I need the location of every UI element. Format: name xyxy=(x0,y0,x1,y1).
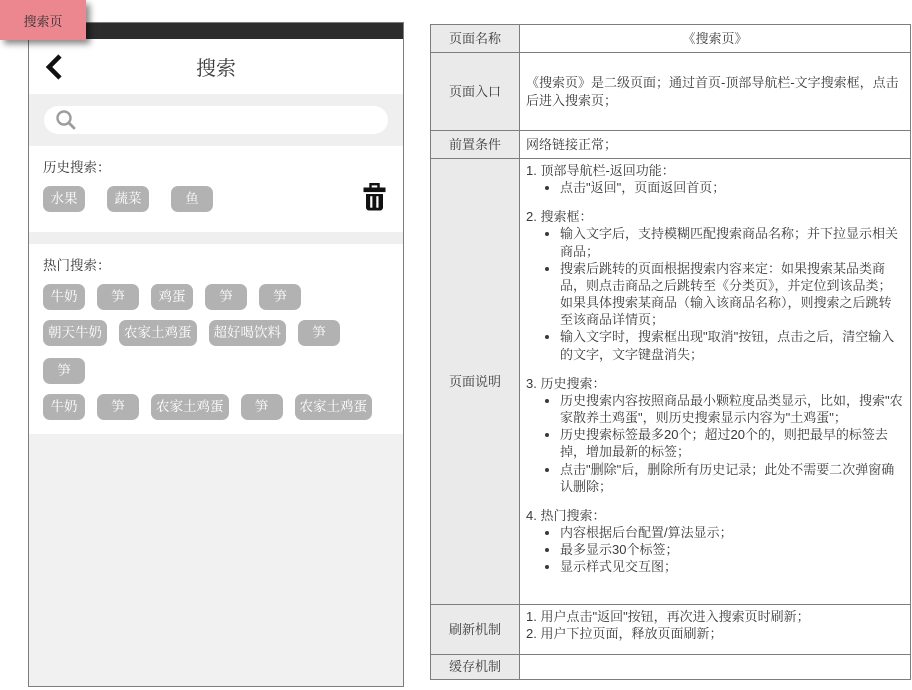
search-tag[interactable]: 笋 xyxy=(259,284,301,310)
page-tab-label: 搜索页 xyxy=(23,13,63,29)
spec-bullet: • 历史搜索内容按照商品最小颗粒度品类显示，比如，搜索"农家散养土鸡蛋"，则历史搜索显示内容为"土鸡蛋"； xyxy=(560,392,904,426)
search-tag[interactable]: 笋 xyxy=(97,284,139,310)
spec-bullet: • 点击"删除"后，删除所有历史记录；此处不需要二次弹窗确认删除； xyxy=(560,461,904,495)
spec-row-label: 页面入口 xyxy=(431,53,520,131)
page-title: 搜索 xyxy=(196,58,236,80)
spec-section xyxy=(526,162,904,196)
search-tag[interactable]: 朝天牛奶 xyxy=(43,320,107,346)
spec-row-content xyxy=(520,655,911,680)
trash-icon xyxy=(362,183,387,212)
spec-bullet: • 搜索后跳转的页面根据搜索内容来定：如果搜索某品类商品，则点击商品之后跳转至《分类页》，并定位到该品类；如果具体搜索某商品（输入该商品名称），则搜索之后跳转至该商品详情页； xyxy=(560,260,904,329)
search-tag[interactable]: 笋 xyxy=(43,358,85,384)
spec-row-content xyxy=(520,159,911,605)
search-input[interactable] xyxy=(44,106,388,134)
spec-bullet-list xyxy=(526,392,904,495)
search-tag[interactable]: 超好喝饮料 xyxy=(209,320,287,346)
spec-row-content: 《搜索页》 xyxy=(520,25,911,53)
search-tag[interactable]: 鱼 xyxy=(171,186,213,212)
spec-section xyxy=(526,375,904,495)
spec-row xyxy=(431,131,911,159)
search-tag[interactable]: 笋 xyxy=(241,394,283,420)
search-tag[interactable]: 笋 xyxy=(298,320,340,346)
spec-row xyxy=(431,655,911,680)
spec-row xyxy=(431,53,911,131)
empty-area xyxy=(29,434,403,686)
hot-tag-rows xyxy=(43,284,389,420)
history-search-section xyxy=(29,146,403,232)
search-tag[interactable]: 农家土鸡蛋 xyxy=(119,320,197,346)
spec-row-content: 《搜索页》是二级页面；通过首页-顶部导航栏-文字搜索框，点击后进入搜索页； xyxy=(520,53,911,131)
spec-bullet: • 内容根据后台配置/算法显示； xyxy=(560,524,904,541)
search-tag[interactable]: 农家土鸡蛋 xyxy=(151,394,229,420)
spec-bullet: • 最多显示30个标签； xyxy=(560,541,904,558)
search-tag[interactable]: 牛奶 xyxy=(43,284,85,310)
hot-search-label: 热门搜索： xyxy=(43,258,111,273)
spec-section xyxy=(526,507,904,576)
spec-line: 1. 用户点击"返回"按钮，再次进入搜索页时刷新； xyxy=(526,609,810,624)
spec-row xyxy=(431,25,911,53)
hot-tag-row xyxy=(43,394,389,420)
spec-row-label: 刷新机制 xyxy=(431,605,520,655)
chevron-left-icon xyxy=(45,54,63,80)
search-bar-section xyxy=(29,94,403,146)
delete-history-button[interactable] xyxy=(362,183,387,212)
spec-bullet: • 历史搜索标签最多20个；超过20个的，则把最早的标签去掉，增加最新的标签； xyxy=(560,426,904,460)
search-icon xyxy=(54,108,78,132)
spec-row-content: 网络链接正常； xyxy=(520,131,911,159)
history-search-label: 历史搜索： xyxy=(43,160,111,175)
spec-row xyxy=(431,159,911,605)
spec-bullet: • 输入文字时，搜索框出现"取消"按钮，点击之后，清空输入的文字，文字键盘消失； xyxy=(560,328,904,362)
search-tag[interactable]: 蔬菜 xyxy=(107,186,149,212)
spec-row-label: 缓存机制 xyxy=(431,655,520,680)
history-tags xyxy=(43,186,389,212)
spec-bullet-list xyxy=(526,524,904,575)
spec-bullet: • 输入文字后，支持模糊匹配搜索商品名称；并下拉显示相关商品； xyxy=(560,225,904,259)
spec-row-label: 页面说明 xyxy=(431,159,520,605)
spec-bullet-list xyxy=(526,225,904,362)
hot-tag-row xyxy=(43,320,389,384)
spec-bullet-list xyxy=(526,179,904,196)
search-tag[interactable]: 水果 xyxy=(43,186,85,212)
wireframe-header xyxy=(29,39,403,94)
spec-table xyxy=(430,24,911,680)
spec-section-heading: 1. 顶部导航栏-返回功能： xyxy=(526,163,675,178)
hot-tag-row xyxy=(43,284,389,310)
back-button[interactable] xyxy=(45,54,63,80)
spec-row-label: 页面名称 xyxy=(431,25,520,53)
spec-row-content xyxy=(520,605,911,655)
section-divider xyxy=(29,232,403,244)
spec-section-heading: 3. 历史搜索： xyxy=(526,375,606,391)
search-tag[interactable]: 农家土鸡蛋 xyxy=(295,394,373,420)
spec-section-heading: 2. 搜索框： xyxy=(526,209,593,225)
search-tag[interactable]: 鸡蛋 xyxy=(151,284,193,310)
spec-line: 2. 用户下拉页面，释放页面刷新； xyxy=(526,626,723,642)
spec-section-heading: 4. 热门搜索： xyxy=(526,507,606,523)
spec-section xyxy=(526,208,904,362)
spec-row xyxy=(431,605,911,655)
spec-table-body xyxy=(431,25,911,680)
spec-row-label: 前置条件 xyxy=(431,131,520,159)
spec-bullet: • 显示样式见交互图； xyxy=(560,558,904,575)
search-tag[interactable]: 笋 xyxy=(97,394,139,420)
search-tag[interactable]: 笋 xyxy=(205,284,247,310)
spec-bullet: • 点击"返回"，页面返回首页； xyxy=(560,179,904,196)
hot-search-section xyxy=(29,244,403,434)
search-tag[interactable]: 牛奶 xyxy=(43,394,85,420)
search-page-wireframe xyxy=(28,22,404,687)
page-tab[interactable] xyxy=(0,0,86,40)
